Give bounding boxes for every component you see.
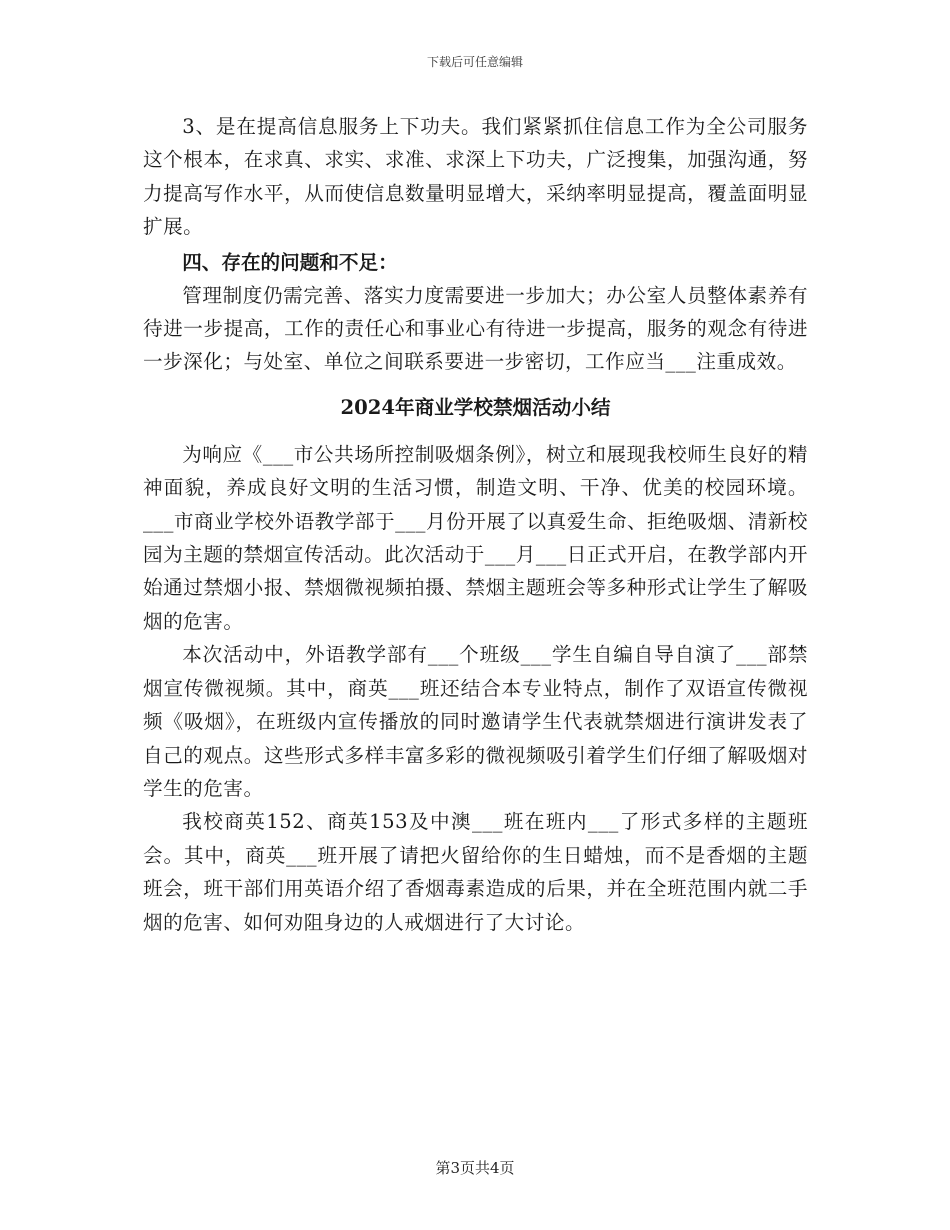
section4-heading: 四、存在的问题和不足：	[182, 250, 398, 274]
article-paragraph-1: 为响应《___市公共场所控制吸烟条例》，树立和展现我校师生良好的精神面貌，养成良好文明的生活习惯，制造文明、干净、优美的校园环境。___市商业学校外语教学部于___月份开展了以真爱生命、拒绝吸烟、清新校园为主题的禁烟宣传活动。此次活动于___月___日正式开启，在教学部内开始通过禁烟小报、禁烟微视频拍摄、禁烟主题班会等多种形式让学生了解吸烟的危害。	[143, 442, 808, 633]
article-title: 2024年商业学校禁烟活动小结	[340, 395, 611, 419]
article-paragraph-2: 本次活动中，外语教学部有___个班级___学生自编自导自演了___部禁烟宣传微视频。其中，商英___班还结合本专业特点，制作了双语宣传微视频《吸烟》，在班级内宣传播放的同时邀请学生代表就禁烟进行演讲发表了自己的观点。这些形式多样丰富多彩的微视频吸引着学生们仔细了解吸烟对学生的危害。	[143, 643, 808, 800]
document-body	[143, 110, 808, 939]
download-note: 下载后可任意编辑	[426, 55, 523, 69]
article-paragraph-3: 我校商英152、商英153及中澳___班在班内___了形式多样的主题班会。其中，商英___班开展了请把火留给你的生日蜡烛，而不是香烟的主题班会，班干部们用英语介绍了香烟毒素造成的后果，并在全班范围内就二手烟的危害、如何劝阻身边的人戒烟进行了大讨论。	[143, 810, 808, 934]
section4-paragraph: 管理制度仍需完善、落实力度需要进一步加大；办公室人员整体素养有待进一步提高，工作的责任心和事业心有待进一步提高，服务的观念有待进一步深化；与处室、单位之间联系要进一步密切，工作应当___注重成效。	[143, 283, 808, 374]
page-number: 第3页共4页	[435, 1159, 515, 1177]
section3-paragraph: 3、是在提高信息服务上下功夫。我们紧紧抓住信息工作为全公司服务这个根本，在求真、求实、求准、求深上下功夫，广泛搜集，加强沟通，努力提高写作水平，从而使信息数量明显增大，采纳率明显提高，覆盖面明显扩展。	[143, 115, 808, 239]
